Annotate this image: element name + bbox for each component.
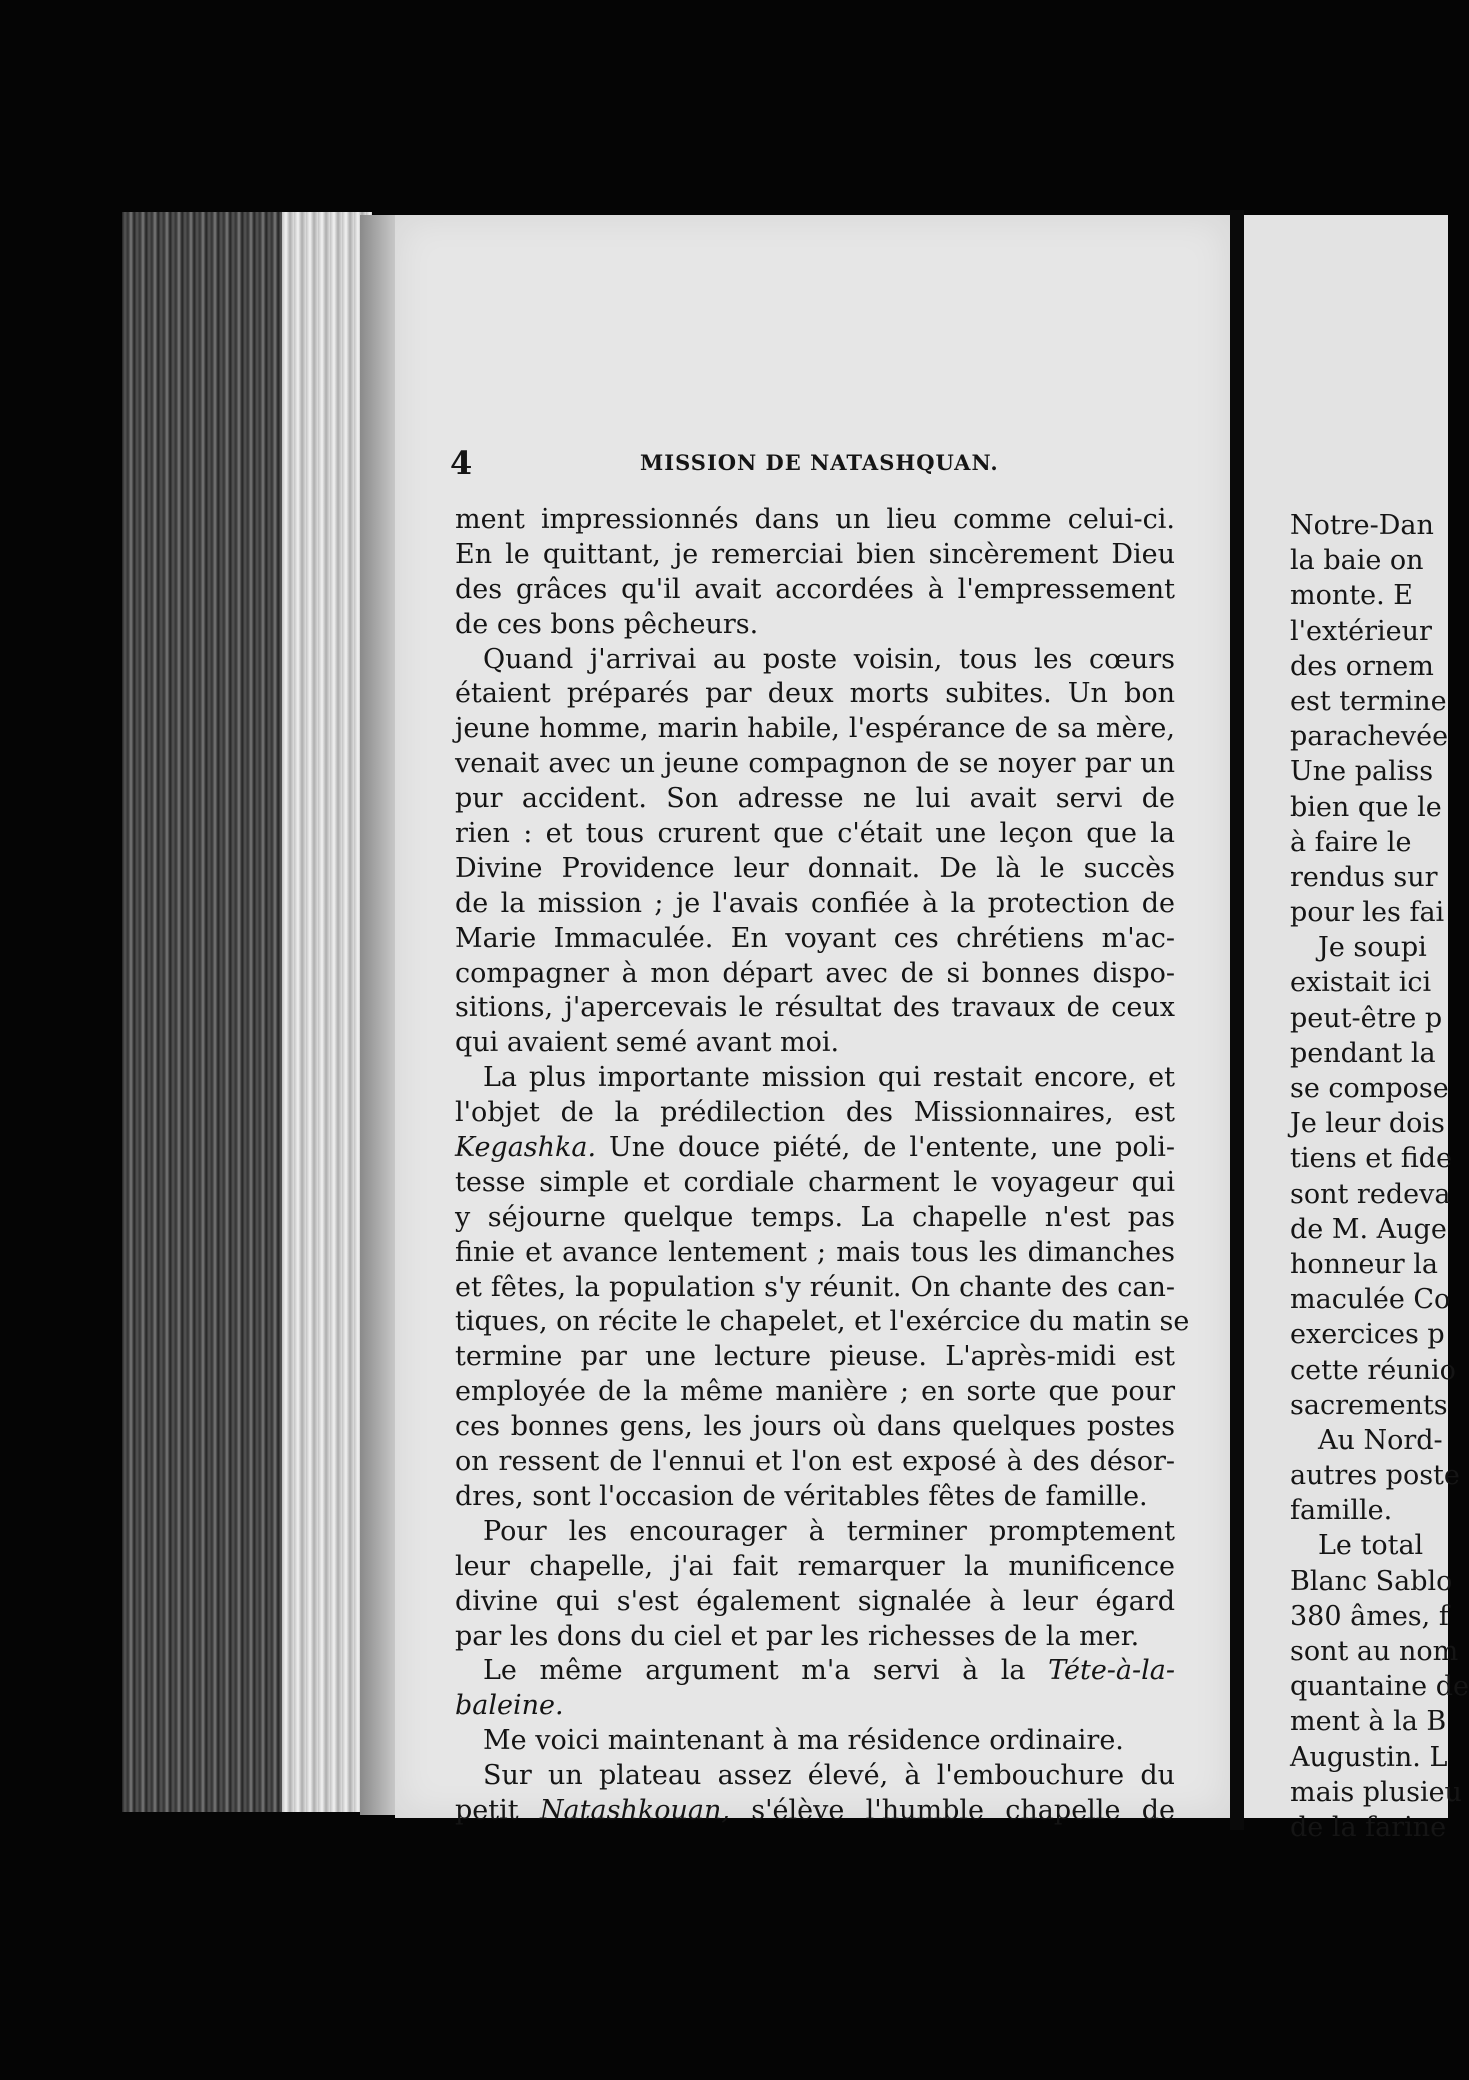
text-line: y séjourne quelque temps. La chapelle n'est pas: [455, 1201, 1175, 1233]
text-line: Quand j'arrivai au poste voisin, tous les cœurs: [483, 643, 1175, 675]
text-line: on ressent de l'ennui et l'on est exposé à des désor-: [455, 1446, 1175, 1478]
text-line: compagner à mon départ avec de si bonnes dispo-: [455, 957, 1175, 989]
text-line: rien : et tous crurent que c'était une leçon que la: [455, 818, 1175, 850]
text-line: bien que le: [1290, 791, 1442, 823]
text-line: Une paliss: [1290, 756, 1434, 788]
text-line: ment impressionnés dans un lieu comme celui-ci.: [455, 504, 1175, 535]
text-line: sont redeva: [1290, 1178, 1451, 1210]
text-line: venait avec un jeune compagnon de se noyer par un: [455, 748, 1175, 780]
text-line: Marie Immaculée. En voyant ces chrétiens m'ac-: [455, 922, 1175, 954]
text-line: ces bonnes gens, les jours où dans quelques postes: [455, 1411, 1175, 1443]
text-line: Je soupi: [1318, 932, 1427, 964]
left-page-text: [455, 503, 1190, 1829]
text-line: divine qui s'est également signalée à leur égard: [455, 1585, 1175, 1617]
text-line: tiques, on récite le chapelet, et l'exércice du matin se: [455, 1306, 1190, 1338]
text-line: monte. E: [1290, 580, 1413, 612]
text-line: Le total: [1318, 1530, 1424, 1562]
text-line: à faire le: [1290, 826, 1412, 858]
text-line: existait ici: [1290, 967, 1432, 999]
text-line: 380 âmes, f: [1290, 1600, 1449, 1632]
text-line: des grâces qu'il avait accordées à l'empressement: [455, 573, 1175, 605]
book-gutter: [1230, 210, 1244, 1830]
page-curve-shadow: [360, 215, 400, 1815]
text-line: La plus importante mission qui restait encore, et: [483, 1062, 1175, 1094]
book-page-edges: [122, 212, 372, 1812]
text-line: de M. Auge: [1290, 1213, 1447, 1245]
text-line: tesse simple et cordiale charment le voyageur qui: [455, 1166, 1175, 1198]
text-line: qui avaient semé avant moi.: [455, 1027, 840, 1059]
text-line: maculée Co: [1290, 1284, 1451, 1316]
text-line: Notre-Dan: [1290, 510, 1434, 541]
text-line: Je leur dois: [1290, 1108, 1445, 1140]
text-line: rendus sur: [1290, 861, 1438, 893]
text-line: Augustin. L: [1290, 1741, 1448, 1773]
text-line: étaient préparés par deux morts subites. Un bon: [455, 678, 1175, 710]
text-line: tiens et fide: [1290, 1143, 1452, 1175]
text-line: Pour les encourager à terminer promptement: [483, 1515, 1175, 1547]
text-line: Le même argument m'a servi à la Téte-à-la-: [483, 1655, 1175, 1687]
text-line: sont au nom: [1290, 1636, 1459, 1667]
text-line: pur accident. Son adresse ne lui avait servi de: [455, 783, 1175, 815]
text-line: Kegashka. Une douce piété, de l'entente, une poli-: [455, 1132, 1175, 1164]
text-line: pour les fai: [1290, 897, 1445, 929]
text-line: exercices p: [1290, 1319, 1445, 1351]
text-line: quantaine de: [1290, 1671, 1469, 1703]
text-line: termine par une lecture pieuse. L'après-midi est: [455, 1341, 1175, 1373]
text-line: la baie on: [1290, 545, 1424, 577]
text-line: Au Nord-: [1318, 1424, 1443, 1456]
page-header: [450, 444, 1010, 480]
text-line: En le quittant, je remerciai bien sincèrement Dieu: [455, 538, 1175, 570]
text-line: se compose: [1290, 1073, 1449, 1104]
text-line: Blanc Sablo: [1290, 1565, 1453, 1597]
text-line: par les dons du ciel et par les richesses de la mer.: [455, 1620, 1140, 1652]
text-line: peut-être p: [1290, 1002, 1443, 1034]
text-line: l'extérieur: [1290, 615, 1432, 647]
text-line: employée de la même manière ; en sorte que pour: [455, 1376, 1175, 1408]
text-line: petit Natashkouan, s'élève l'humble chapelle de: [455, 1794, 1175, 1826]
text-line: sacrements: [1290, 1389, 1448, 1421]
text-line: parachevée: [1290, 721, 1449, 753]
text-line: est termine: [1290, 685, 1447, 717]
text-line: leur chapelle, j'ai fait remarquer la munificence: [455, 1550, 1175, 1582]
running-head: MISSION DE NATASHQUAN.: [640, 450, 999, 475]
text-line: finie et avance lentement ; mais tous les dimanches: [455, 1236, 1175, 1268]
text-line: dres, sont l'occasion de véritables fêtes de famille.: [455, 1480, 1148, 1512]
text-line: l'objet de la prédilection des Missionnaires, est: [455, 1097, 1175, 1129]
right-page-text: [1290, 508, 1469, 1845]
text-line: de la mission ; je l'avais confiée à la protection de: [455, 887, 1175, 919]
text-line: Sur un plateau assez élevé, à l'embouchure du: [483, 1760, 1175, 1792]
text-line: mais plusieu: [1290, 1776, 1462, 1808]
text-line: cette réunio: [1290, 1354, 1456, 1386]
text-line: de la farine: [1290, 1811, 1447, 1843]
text-line: Me voici maintenant à ma résidence ordinaire.: [483, 1725, 1124, 1757]
text-line: des ornem: [1290, 650, 1434, 682]
text-line: honneur la: [1290, 1248, 1439, 1280]
text-line: et fêtes, la population s'y réunit. On chante des can-: [455, 1271, 1175, 1303]
page-number: 4: [450, 444, 474, 482]
text-line: sitions, j'apercevais le résultat des travaux de ceux: [455, 992, 1175, 1024]
text-line: de ces bons pêcheurs.: [455, 608, 759, 640]
text-line: jeune homme, marin habile, l'espérance de sa mère,: [455, 713, 1175, 745]
text-line: autres poste: [1290, 1460, 1460, 1492]
text-line: pendant la: [1290, 1037, 1436, 1069]
text-line: famille.: [1290, 1495, 1393, 1527]
text-line: ment à la B: [1290, 1706, 1447, 1738]
text-line: baleine.: [455, 1690, 564, 1722]
text-line: Divine Providence leur donnait. De là le succès: [455, 852, 1175, 884]
